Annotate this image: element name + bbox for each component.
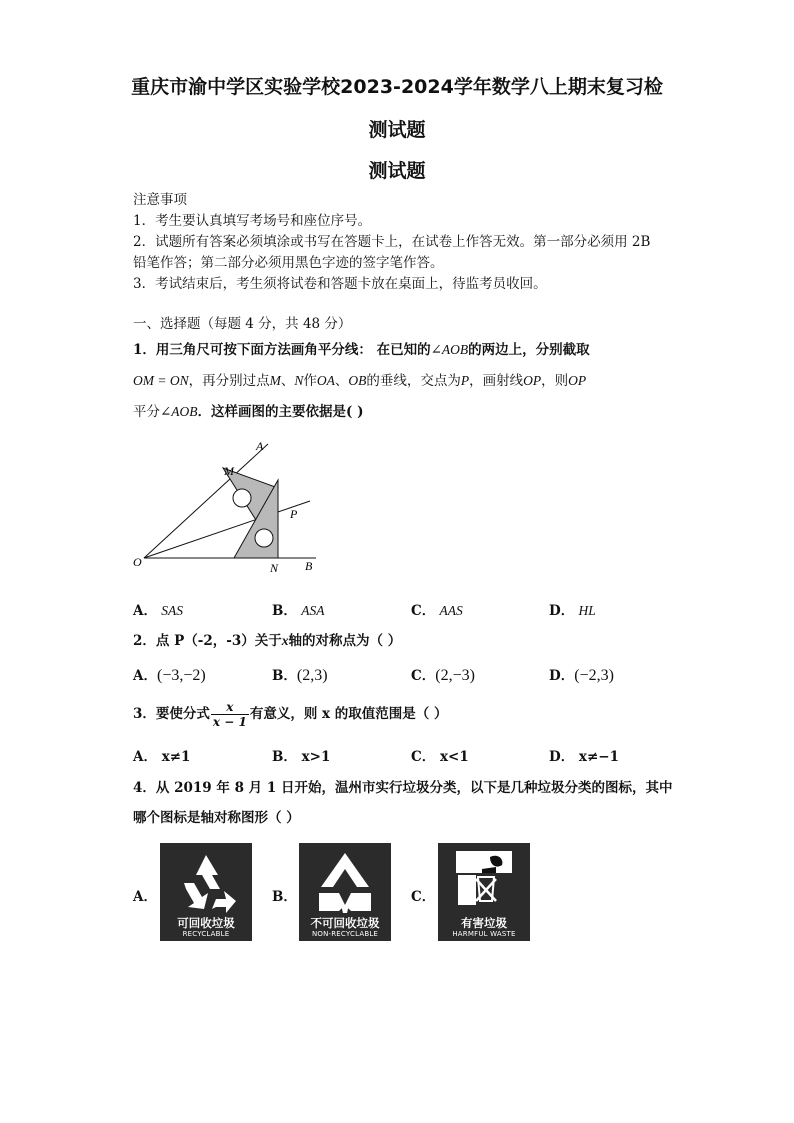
- q3-option-a[interactable]: A． x≠1: [133, 749, 191, 765]
- non-recyclable-label-en: NON-RECYCLABLE: [311, 930, 379, 938]
- q3-option-c[interactable]: C． x<1: [411, 749, 469, 765]
- page-subtitle: 测试题: [368, 160, 426, 182]
- set-square-upper-hole: [233, 489, 251, 507]
- q1-option-d[interactable]: D． HL: [549, 603, 596, 619]
- q4-option-c-label[interactable]: C．: [411, 889, 436, 905]
- q4-option-b[interactable]: [299, 843, 391, 941]
- harmful-waste-label-en: HARMFUL WASTE: [452, 930, 516, 938]
- label-b: B: [305, 559, 313, 573]
- q4-option-a-label[interactable]: A．: [133, 889, 157, 905]
- notes-item-1: 1．考生要认真填写考场号和座位序号。: [133, 213, 372, 229]
- section-heading: 一、选择题（每题 4 分，共 48 分）: [133, 316, 352, 332]
- q1-line2: OM = ON，再分别过点M、N作OA、OB的垂线，交点为P，画射线OP，则OP: [133, 373, 587, 389]
- q4-option-b-label[interactable]: B．: [272, 889, 297, 905]
- q4-line1: 4．从 2019 年 8 月 1 日开始，温州市实行垃圾分类，以下是几种垃圾分类的图标，其中: [133, 780, 673, 796]
- ray-op: [144, 501, 310, 558]
- label-o: O: [133, 555, 142, 569]
- q4-option-c[interactable]: [438, 843, 530, 941]
- set-square-lower-hole: [255, 529, 273, 547]
- q4-line2: 哪个图标是轴对称图形（ ）: [133, 810, 300, 826]
- notes-item-2: 2．试题所有答案必须填涂或书写在答题卡上，在试卷上作答无效。第一部分必须用 2B: [133, 234, 651, 250]
- q4-option-a[interactable]: [160, 843, 252, 941]
- label-a: A: [256, 439, 264, 453]
- page-title: 重庆市渝中学区实验学校2023-2024学年数学八上期末复习检: [131, 76, 663, 98]
- q1-option-a[interactable]: A． SAS: [133, 603, 184, 619]
- q1-option-c[interactable]: C． AAS: [411, 603, 463, 619]
- recyclable-label-cn: 可回收垃圾: [177, 916, 235, 930]
- q1-line1: 1．用三角尺可按下面方法画角平分线： 在已知的∠AOB的两边上，分别截取: [133, 342, 590, 358]
- notes-item-3: 3．考试结束后，考生须将试卷和答题卡放在桌面上，待监考员收回。: [133, 276, 547, 292]
- q2-option-b[interactable]: B．(2,3): [272, 667, 328, 684]
- notes-item-2-cont: 铅笔作答；第二部分必须用黑色字迹的签字笔作答。: [133, 255, 444, 271]
- harmful-waste-label-cn: 有害垃圾: [461, 916, 507, 930]
- q2-stem: 2．点 P（-2，-3）关于x轴的对称点为（ ）: [133, 633, 402, 649]
- q3-fraction: $\frac{x}{x - 1}$: [212, 700, 247, 729]
- non-recyclable-label-cn: 不可回收垃圾: [310, 916, 380, 930]
- page-title-line2: 测试题: [368, 119, 426, 141]
- q1-figure: [128, 436, 328, 580]
- q2-option-d[interactable]: D．(−2,3): [549, 667, 614, 684]
- q3-option-b[interactable]: B． x>1: [272, 749, 331, 765]
- q1-line3: 平分∠AOB．这样画图的主要依据是( ): [133, 404, 364, 420]
- label-p: P: [290, 507, 298, 521]
- notes-heading: 注意事项: [133, 192, 187, 208]
- recyclable-label-en: RECYCLABLE: [182, 930, 230, 938]
- q3-option-d[interactable]: D． x≠−1: [549, 749, 619, 765]
- q3-stem: 3．要使分式 $\frac{x}{x - 1}$ 有意义，则 x 的取值范围是（ ）: [133, 700, 448, 729]
- q1-option-b[interactable]: B． ASA: [272, 603, 325, 619]
- q2-option-c[interactable]: C．(2,−3): [411, 667, 475, 684]
- label-n: N: [270, 561, 279, 575]
- label-m: M: [224, 464, 234, 478]
- q2-option-a[interactable]: A．(−3,−2): [133, 667, 206, 684]
